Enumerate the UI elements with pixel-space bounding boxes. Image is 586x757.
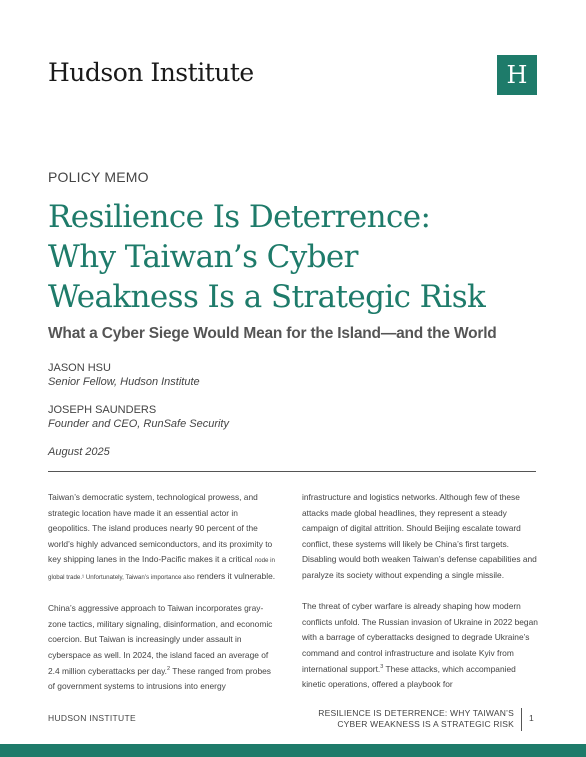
bottom-color-band: [0, 744, 586, 757]
paragraph-text: Taiwan’s democratic system, technological prowess, and strategic location have made it an essential actor in geopolitics. The island produces nearly 90 percent of the world’s highly advanced semiconductors, and its proximity to key shipping lanes in the Indo-Pacific makes it a critical: [48, 492, 273, 565]
footnote-marker[interactable]: 2: [167, 665, 171, 672]
author-role-1: Senior Fellow, Hudson Institute: [48, 376, 200, 388]
author-name-2: JOSEPH SAUNDERS: [48, 404, 157, 416]
body-paragraph: [302, 599, 538, 693]
footer-title-line-1: RESILIENCE IS DETERRENCE: WHY TAIWAN’S: [318, 708, 514, 718]
body-column-1: [48, 490, 278, 710]
footer-divider: [521, 708, 522, 731]
brand-wordmark: Hudson Institute: [48, 58, 254, 87]
footer-publisher: HUDSON INSTITUTE: [48, 713, 136, 723]
hudson-logo-icon: [497, 55, 537, 95]
footer-title-line-2: CYBER WEAKNESS IS A STRATEGIC RISK: [337, 719, 514, 729]
page-number: 1: [529, 713, 534, 723]
body-paragraph: infrastructure and logistics networks. Although few of these attacks made global headlines, they represent a steady campaign of digital attrition. Should Beijing escalate toward conflict, these systems will likely be China’s first targets. Disabling would both weaken Taiwan’s defense capabilities and paralyze its society without expending a single missile.: [302, 492, 537, 580]
footer-running-title: [318, 708, 514, 730]
header-divider: [48, 471, 536, 472]
paragraph-text: The threat of cyber warfare is already shaping how modern conflicts unfold. The Russian invasion of Ukraine in 2022 began with a barrage of cyberattacks designed to degrade Ukraine’s command and control infrastructure and isolate Kyiv from international support.: [302, 601, 538, 674]
logo-letter: H: [506, 61, 528, 89]
title-line-3: Weakness Is a Strategic Risk: [48, 279, 486, 315]
title-line-2: Why Taiwan’s Cyber: [48, 239, 358, 275]
paragraph-text: China’s aggressive approach to Taiwan incorporates gray-zone tactics, military signaling, disinformation, and economic coercion. But Taiwan is increasingly under assault in cyberspace as well. In 2024, the island faced an average of 2.4 million cyberattacks per day.: [48, 603, 273, 676]
doc-subtitle: What a Cyber Siege Would Mean for the Island—and the World: [48, 325, 497, 342]
doc-date: August 2025: [48, 446, 110, 458]
body-paragraph: [48, 601, 278, 695]
author-name-1: JASON HSU: [48, 362, 111, 374]
body-paragraph: [48, 490, 278, 586]
footnote-marker[interactable]: 3: [380, 663, 384, 670]
body-column-2: [302, 490, 538, 708]
paragraph-small-text: node in global trade.¹ Unfortunately, Taiwan’s importance also: [48, 557, 275, 581]
doc-kicker: POLICY MEMO: [48, 169, 149, 185]
author-role-2: Founder and CEO, RunSafe Security: [48, 418, 229, 430]
paragraph-text-end: These attacks, which accompanied kinetic operations, offered a playbook for: [302, 663, 516, 690]
doc-title: [48, 197, 568, 317]
paragraph-text-end: These ranged from probes of government systems to intrusions into energy: [48, 665, 271, 692]
title-line-1: Resilience Is Deterrence:: [48, 199, 431, 235]
paragraph-text-end: renders it vulnerable.: [196, 570, 276, 581]
